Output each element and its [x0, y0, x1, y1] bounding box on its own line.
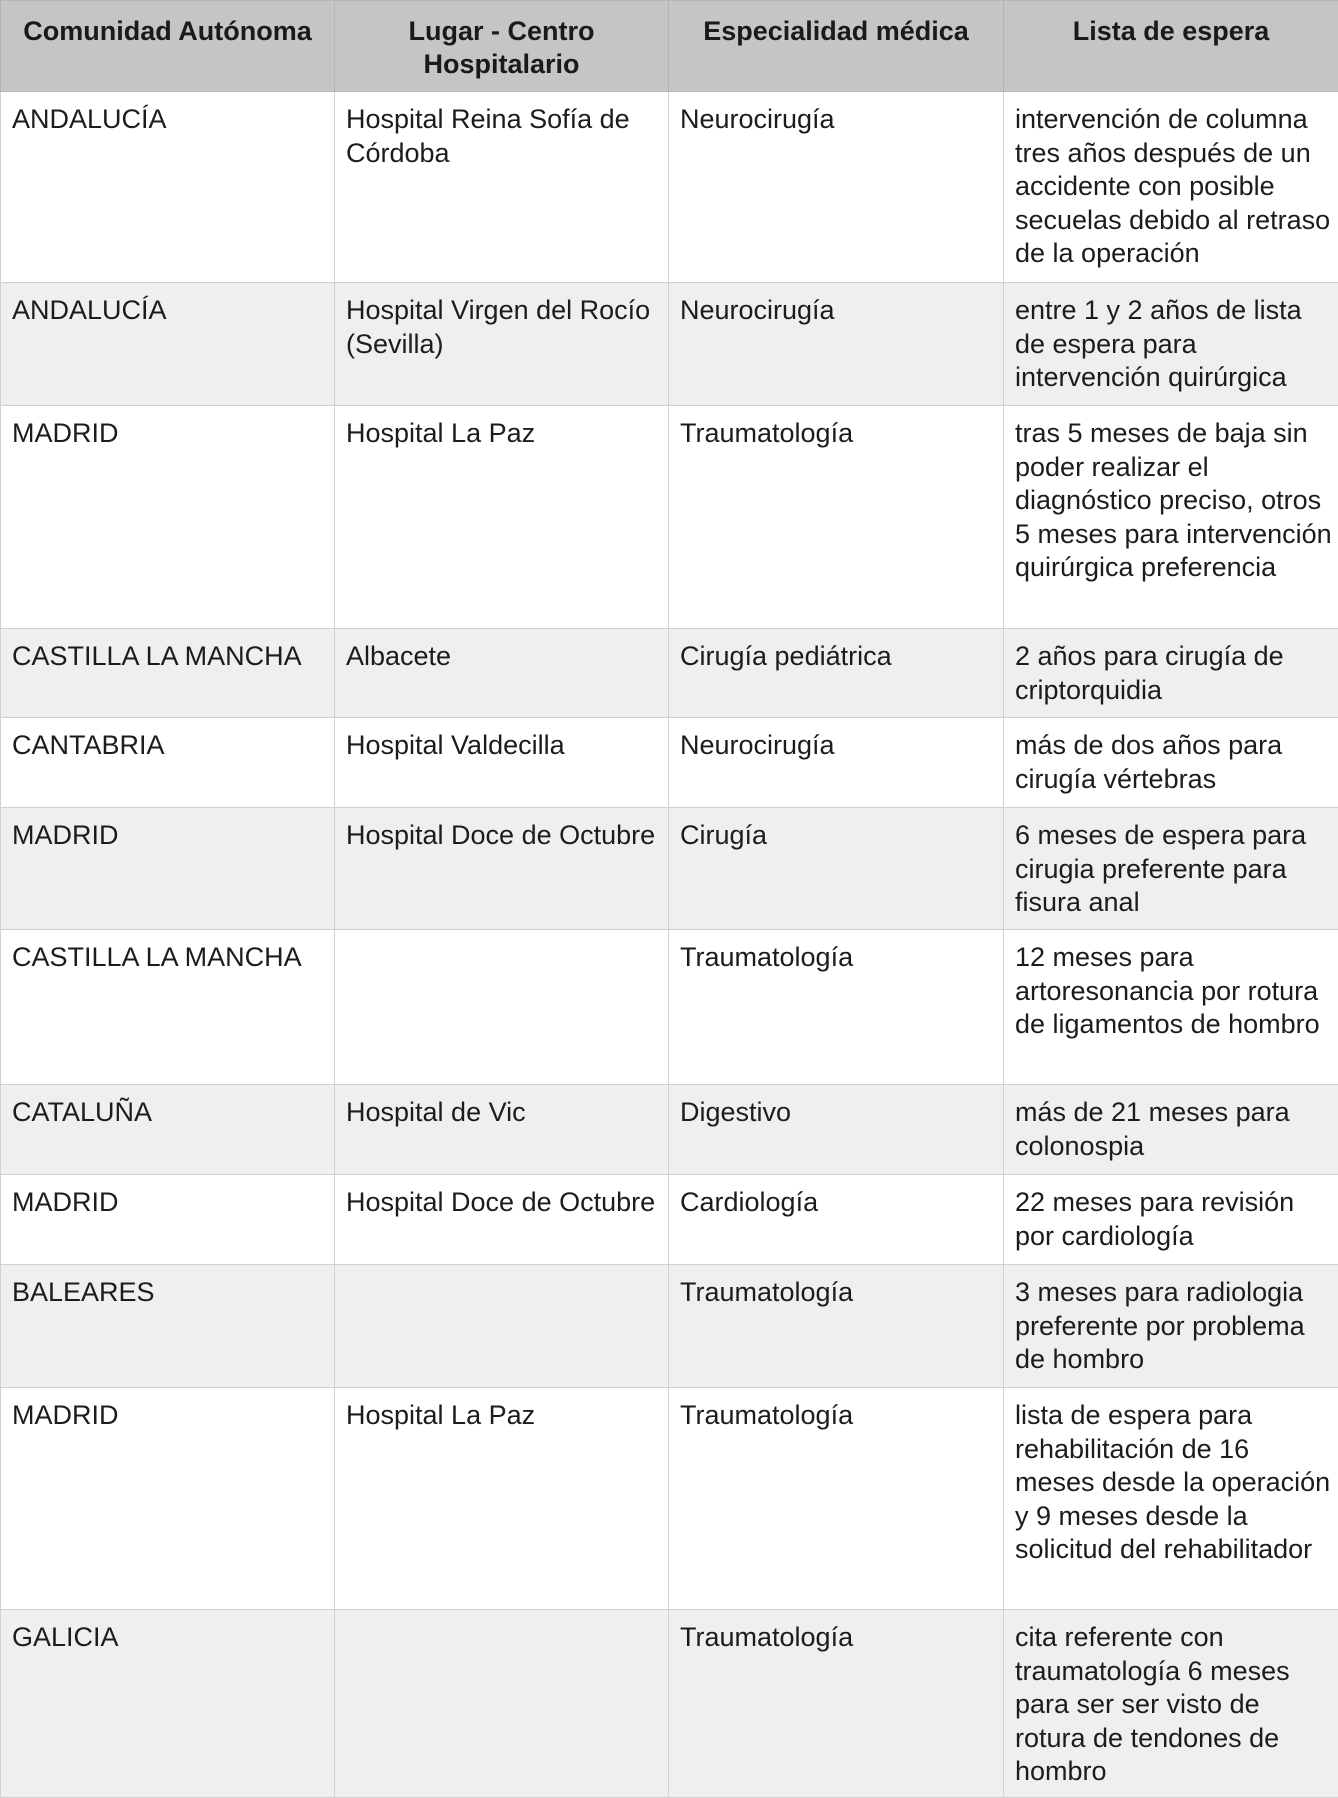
cell-comunidad: MADRID — [1, 1175, 335, 1265]
table-row — [1, 1388, 1338, 1610]
table-row — [1, 1175, 1338, 1265]
header-especialidad: Especialidad médica — [669, 1, 1004, 92]
cell-especialidad: Cirugía — [669, 808, 1004, 930]
cell-lista-espera: 3 meses para radiologia preferente por problema de hombro — [1004, 1265, 1338, 1388]
cell-comunidad: MADRID — [1, 406, 335, 629]
cell-lista-espera: 12 meses para artoresonancia por rotura de ligamentos de hombro — [1004, 930, 1338, 1085]
cell-comunidad: ANDALUCÍA — [1, 283, 335, 406]
cell-comunidad: MADRID — [1, 1388, 335, 1610]
header-comunidad: Comunidad Autónoma — [1, 1, 335, 92]
cell-lista-espera: cita referente con traumatología 6 meses para ser ser visto de rotura de tendones de hombro — [1004, 1610, 1338, 1798]
table-row — [1, 92, 1338, 283]
cell-lugar: Hospital Virgen del Rocío (Sevilla) — [335, 283, 669, 406]
table-row — [1, 1265, 1338, 1388]
cell-especialidad: Neurocirugía — [669, 92, 1004, 283]
cell-lugar — [335, 930, 669, 1085]
cell-lugar: Albacete — [335, 629, 669, 718]
cell-lugar: Hospital Reina Sofía de Córdoba — [335, 92, 669, 283]
cell-comunidad: GALICIA — [1, 1610, 335, 1798]
cell-comunidad: CANTABRIA — [1, 718, 335, 808]
table-header — [1, 1, 1338, 92]
cell-lugar: Hospital La Paz — [335, 406, 669, 629]
cell-lugar: Hospital La Paz — [335, 1388, 669, 1610]
cell-especialidad: Traumatología — [669, 930, 1004, 1085]
cell-comunidad: MADRID — [1, 808, 335, 930]
cell-lista-espera: más de 21 meses para colonospia — [1004, 1085, 1338, 1175]
cell-lista-espera: 6 meses de espera para cirugia preferente para fisura anal — [1004, 808, 1338, 930]
cell-especialidad: Traumatología — [669, 406, 1004, 629]
cell-lugar — [335, 1610, 669, 1798]
cell-especialidad: Traumatología — [669, 1388, 1004, 1610]
header-row — [1, 1, 1338, 92]
cell-lugar — [335, 1265, 669, 1388]
cell-especialidad: Digestivo — [669, 1085, 1004, 1175]
cell-especialidad: Neurocirugía — [669, 718, 1004, 808]
table-body — [1, 92, 1338, 1798]
cell-comunidad: BALEARES — [1, 1265, 335, 1388]
table-row — [1, 283, 1338, 406]
cell-lista-espera: más de dos años para cirugía vértebras — [1004, 718, 1338, 808]
table-row — [1, 629, 1338, 718]
table-row — [1, 1610, 1338, 1798]
cell-lugar: Hospital de Vic — [335, 1085, 669, 1175]
table-row — [1, 718, 1338, 808]
cell-lista-espera: tras 5 meses de baja sin poder realizar el diagnóstico preciso, otros 5 meses para intervención quirúrgica preferencia — [1004, 406, 1338, 629]
cell-especialidad: Cirugía pediátrica — [669, 629, 1004, 718]
table-row — [1, 406, 1338, 629]
header-lista-espera: Lista de espera — [1004, 1, 1338, 92]
header-lugar: Lugar - Centro Hospitalario — [335, 1, 669, 92]
table-row — [1, 1085, 1338, 1175]
cell-comunidad: CATALUÑA — [1, 1085, 335, 1175]
cell-lugar: Hospital Doce de Octubre — [335, 808, 669, 930]
cell-comunidad: ANDALUCÍA — [1, 92, 335, 283]
cell-lugar: Hospital Valdecilla — [335, 718, 669, 808]
cell-comunidad: CASTILLA LA MANCHA — [1, 629, 335, 718]
cell-especialidad: Traumatología — [669, 1610, 1004, 1798]
cell-lista-espera: 22 meses para revisión por cardiología — [1004, 1175, 1338, 1265]
cell-lista-espera: lista de espera para rehabilitación de 16 meses desde la operación y 9 meses desde la solicitud del rehabilitador — [1004, 1388, 1338, 1610]
cell-lista-espera: 2 años para cirugía de criptorquidia — [1004, 629, 1338, 718]
cell-lista-espera: entre 1 y 2 años de lista de espera para intervención quirúrgica — [1004, 283, 1338, 406]
table-row — [1, 808, 1338, 930]
cell-especialidad: Traumatología — [669, 1265, 1004, 1388]
table-row — [1, 930, 1338, 1085]
cell-comunidad: CASTILLA LA MANCHA — [1, 930, 335, 1085]
cell-especialidad: Cardiología — [669, 1175, 1004, 1265]
cell-lugar: Hospital Doce de Octubre — [335, 1175, 669, 1265]
cell-especialidad: Neurocirugía — [669, 283, 1004, 406]
cell-lista-espera: intervención de columna tres años después de un accidente con posible secuelas debido al retraso de la operación — [1004, 92, 1338, 283]
